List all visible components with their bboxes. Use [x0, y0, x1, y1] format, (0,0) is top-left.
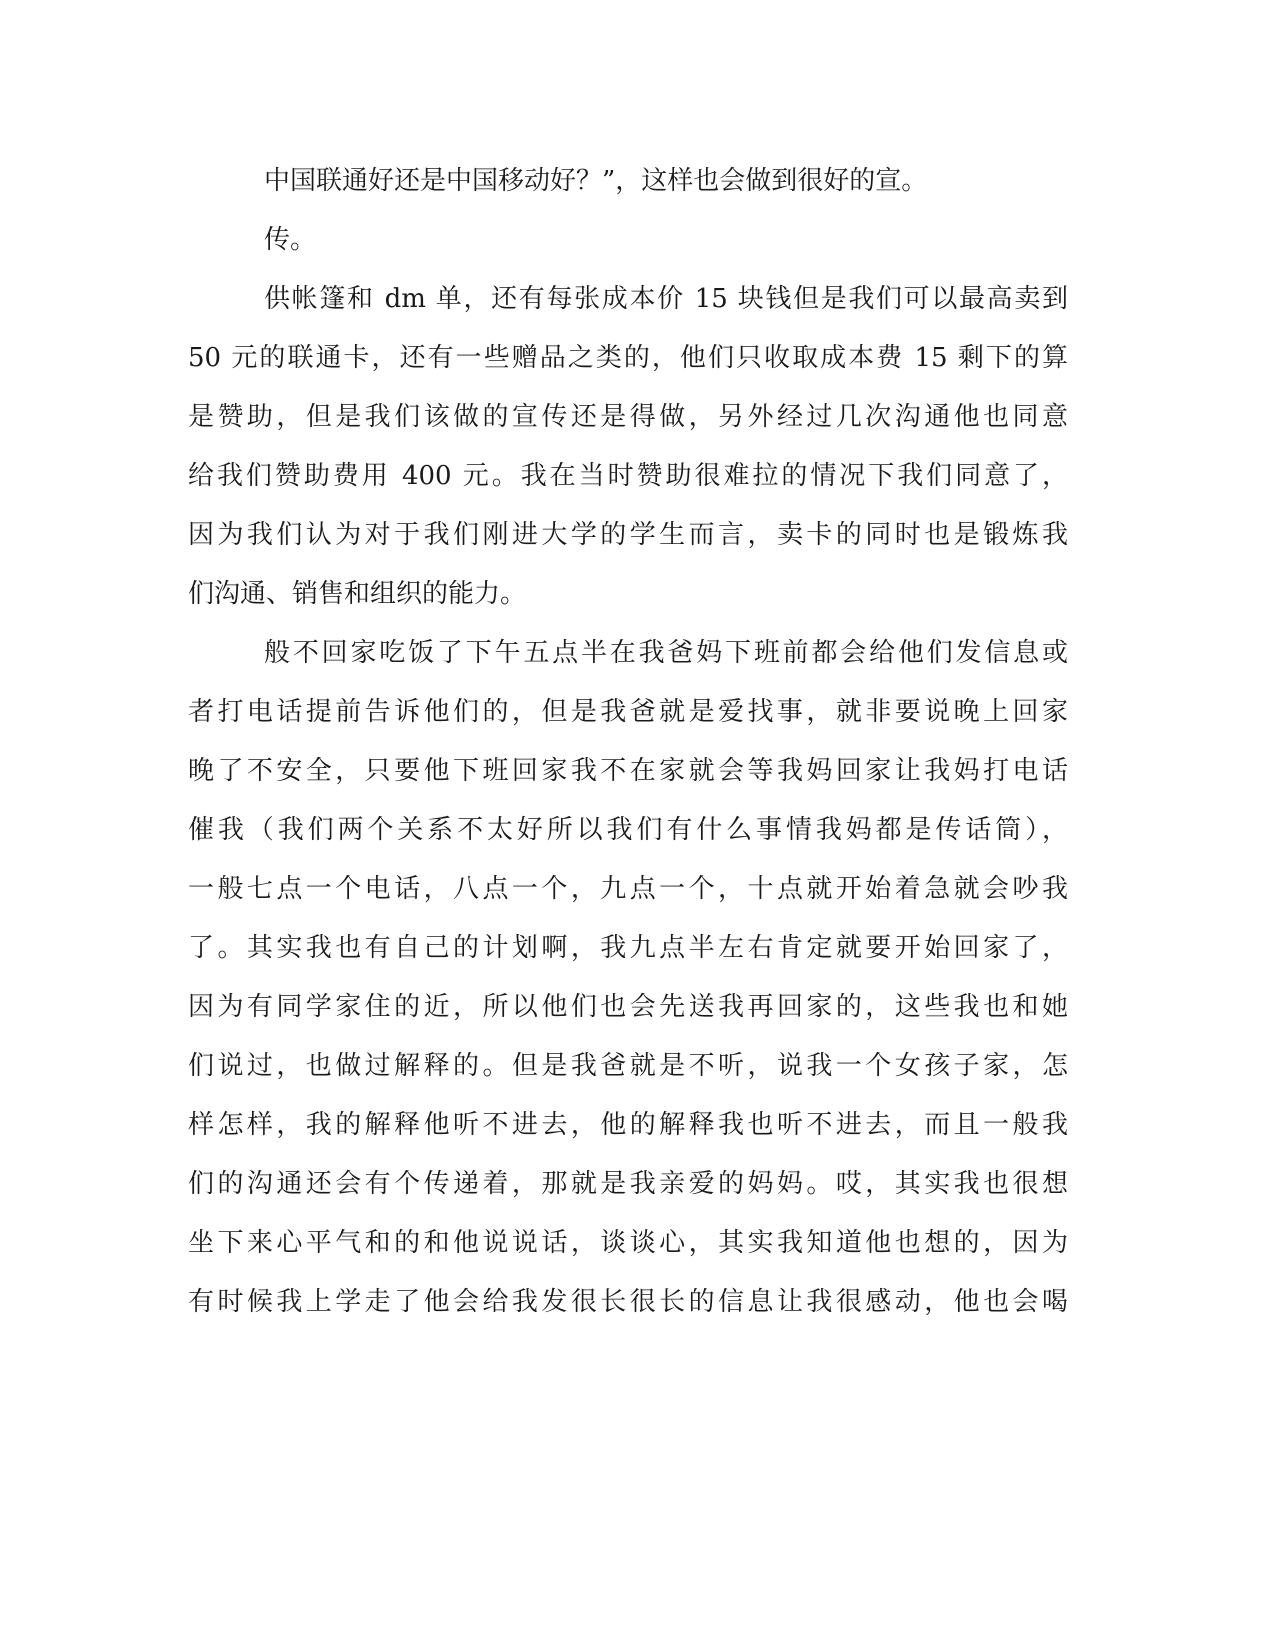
paragraph-line: 坐下来心平气和的和他说说话，谈谈心，其实我知道他也想的，因为 [188, 1228, 1068, 1258]
paragraph-line: 因为我们认为对于我们刚进大学的学生而言，卖卡的同时也是锻炼我 [188, 520, 1068, 550]
paragraph-line: 中国联通好还是中国移动好？”，这样也会做到很好的宣。 [264, 166, 928, 196]
paragraph-line: 样怎样，我的解释他听不进去，他的解释我也听不进去，而且一般我 [188, 1110, 1068, 1140]
paragraph-line: 们的沟通还会有个传递着，那就是我亲爱的妈妈。哎，其实我也很想 [188, 1169, 1068, 1199]
paragraph-line: 晚了不安全，只要他下班回家我不在家就会等我妈回家让我妈打电话 [188, 756, 1068, 786]
paragraph-line: 了。其实我也有自己的计划啊，我九点半左右肯定就要开始回家了， [188, 933, 1068, 963]
paragraph-line: 因为有同学家住的近，所以他们也会先送我再回家的，这些我也和她 [188, 992, 1068, 1022]
paragraph-line: 者打电话提前告诉他们的，但是我爸就是爱找事，就非要说晚上回家 [188, 697, 1068, 727]
paragraph-line: 般不回家吃饭了下午五点半在我爸妈下班前都会给他们发信息或 [264, 638, 1068, 668]
paragraph-line: 催我（我们两个关系不太好所以我们有什么事情我妈都是传话筒）， [188, 815, 1068, 845]
paragraph-line: 50 元的联通卡，还有一些赠品之类的，他们只收取成本费 15 剩下的算 [188, 343, 1068, 373]
paragraph-line: 有时候我上学走了他会给我发很长很长的信息让我很感动，他也会喝 [188, 1287, 1068, 1317]
paragraph-line: 给我们赞助费用 400 元。我在当时赞助很难拉的情况下我们同意了， [188, 461, 1068, 491]
paragraph-line: 们沟通、销售和组织的能力。 [188, 579, 527, 609]
paragraph-line: 一般七点一个电话，八点一个，九点一个，十点就开始着急就会吵我 [188, 874, 1068, 904]
paragraph-line: 们说过，也做过解释的。但是我爸就是不听，说我一个女孩子家，怎 [188, 1051, 1068, 1081]
paragraph-line: 传。 [264, 225, 317, 255]
paragraph-line: 供帐篷和 dm 单，还有每张成本价 15 块钱但是我们可以最高卖到 [264, 284, 1068, 314]
paragraph-line: 是赞助，但是我们该做的宣传还是得做，另外经过几次沟通他也同意 [188, 402, 1068, 432]
